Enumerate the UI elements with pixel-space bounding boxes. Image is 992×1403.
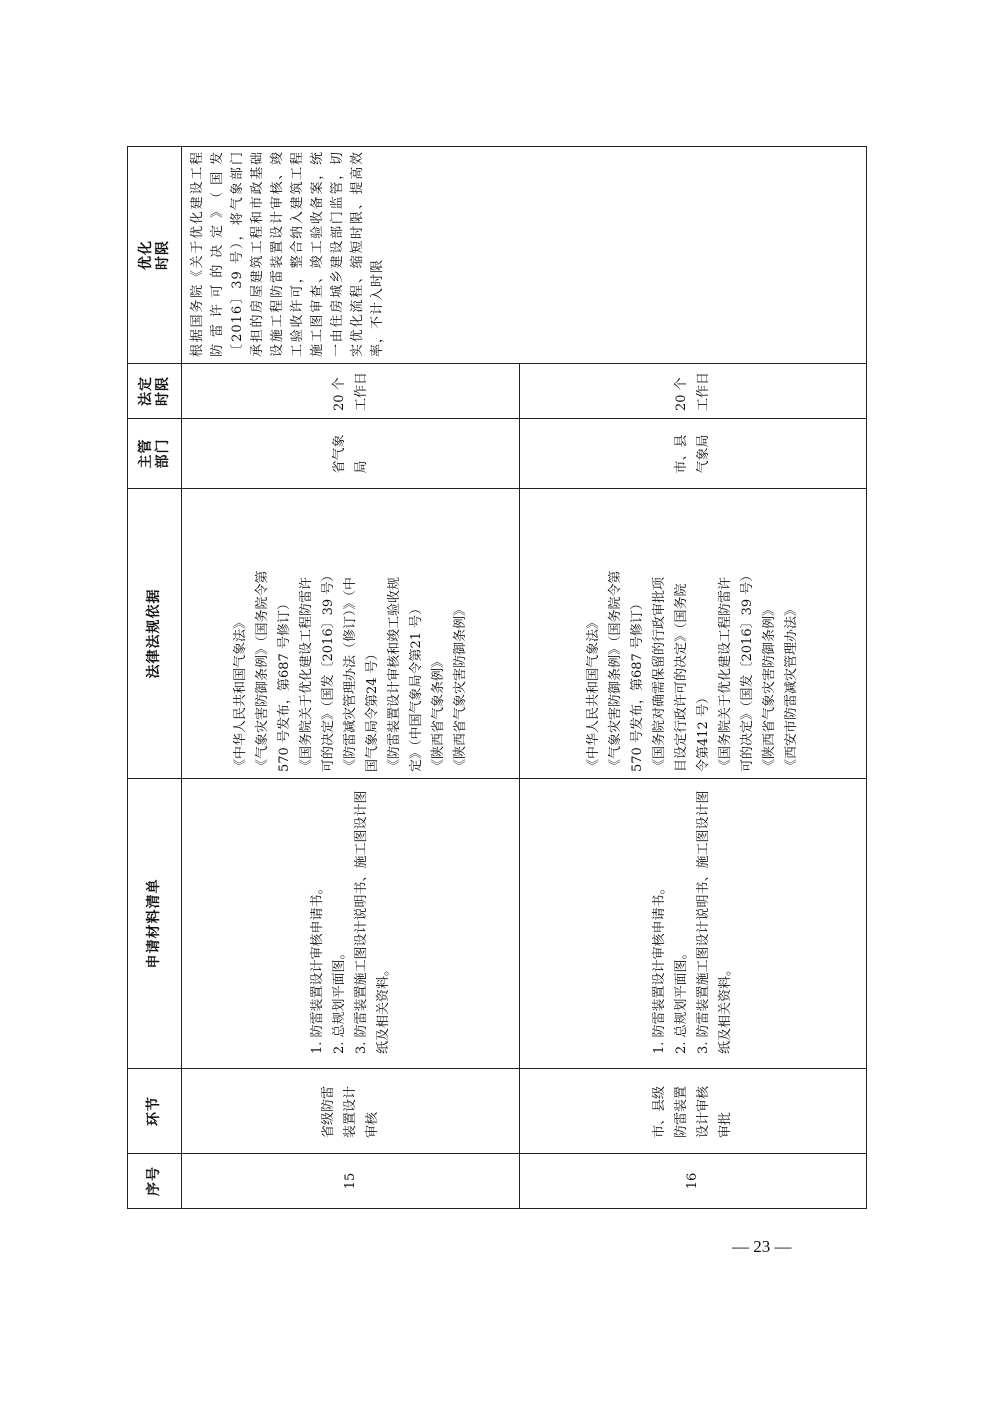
header-materials: 申请材料清单 — [128, 779, 182, 1069]
approval-table — [127, 146, 867, 1209]
page-number: — 23 — — [732, 1237, 792, 1256]
table-header-row — [128, 147, 182, 1209]
dept-cell: 省气象局 — [182, 419, 520, 489]
legal-limit-cell: 20 个工作日 — [520, 364, 867, 419]
header-stage: 环节 — [128, 1069, 182, 1154]
header-laws: 法律法规依据 — [128, 489, 182, 779]
materials-cell: 1. 防雷装置设计审核申请书。 2. 总规划平面图。 3. 防雷装置施工图设计说明书、施工图设计图纸及相关资料。 — [182, 779, 520, 1069]
seq-cell: 16 — [520, 1154, 867, 1209]
seq-cell: 15 — [182, 1154, 520, 1209]
header-seq: 序号 — [128, 1154, 182, 1209]
laws-cell: 《中华人民共和国气象法》 《气象灾害防御条例》（国务院令第 570 号发布，第687 号修订） 《国务院关于优化建设工程防雷许 可的决定》（国发〔2016〕39 号） 《防雷减灾管理办法（修订）》（中 国气象局令第24 号） 《防雷装置设计审核和竣工验收规 定》（中国气象局令第21 号） 《陕西省气象条例》 《陕西省气象灾害防御条例》 — [182, 489, 520, 779]
legal-limit-cell: 20 个工作日 — [182, 364, 520, 419]
dept-cell: 市、县气象局 — [520, 419, 867, 489]
header-dept: 主管部门 — [128, 419, 182, 489]
stage-cell: 省级防雷装置设计审核 — [182, 1069, 520, 1154]
materials-cell: 1. 防雷装置设计审核申请书。 2. 总规划平面图。 3. 防雷装置施工图设计说明书、施工图设计图纸及相关资料。 — [520, 779, 867, 1069]
opt-limit-cell: 根据国务院《关于优化建设工程防雷许可的决定》（国发〔2016〕39 号），将气象部门承担的房屋建筑工程和市政基础设施工程防雷装置设计审核、竣工验收许可，整合纳入建筑工程施工图审查、竣工验收备案，统一由住房城乡建设部门监管，切实优化流程、缩短时限、提高效率，不计入时限 — [182, 147, 867, 364]
table-rotated-container — [127, 147, 865, 1209]
laws-cell: 《中华人民共和国气象法》 《气象灾害防御条例》（国务院令第 570 号发布，第687 号修订） 《国务院对确需保留的行政审批项 目设定行政许可的决定》（国务院 令第412 号） 《国务院关于优化建设工程防雷许 可的决定》（国发〔2016〕39 号） 《陕西省气象灾害防御条例》 《西安市防雷减灾管理办法》 — [520, 489, 867, 779]
stage-cell: 市、县级防雷装置设计审核审批 — [520, 1069, 867, 1154]
rotated-table-region — [127, 147, 992, 1196]
table-row — [182, 147, 520, 1209]
header-legal-limit: 法定时限 — [128, 364, 182, 419]
header-opt-limit: 优化时限 — [128, 147, 182, 364]
